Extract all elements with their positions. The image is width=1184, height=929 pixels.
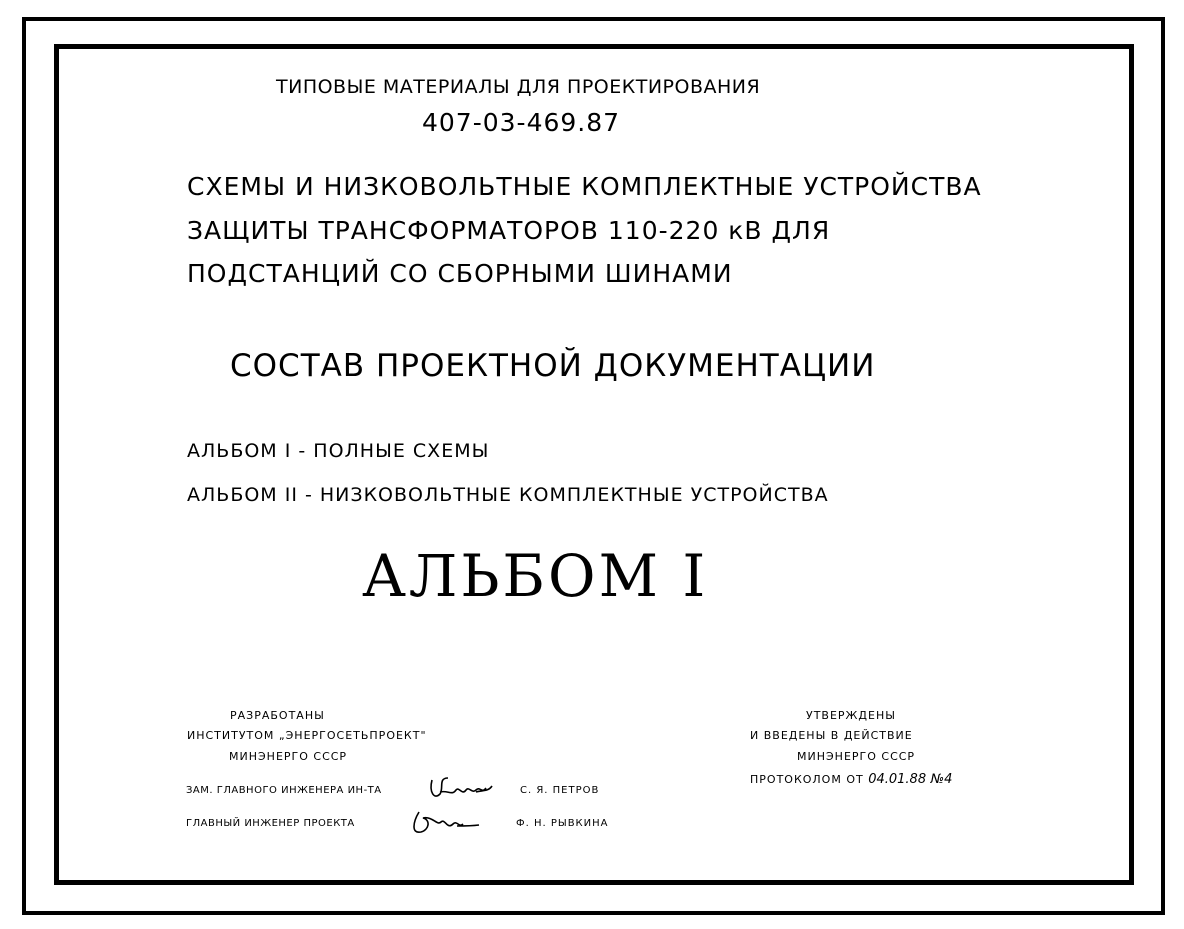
approved-ministry: МИНЭНЕРГО СССР [797,750,916,763]
protocol-date: 04.01.88 [868,772,927,787]
signature-petrov [426,772,496,806]
series-title: ТИПОВЫЕ МАТЕРИАЛЫ ДЛЯ ПРОЕКТИРОВАНИЯ [276,76,761,98]
signatory-role-2: ГЛАВНЫЙ ИНЖЕНЕР ПРОЕКТА [186,818,355,829]
album-list-item-2: АЛЬБОМ II - НИЗКОВОЛЬТНЫЕ КОМПЛЕКТНЫЕ УСТРОЙСТВА [187,484,829,506]
developed-institute: ИНСТИТУТОМ „ЭНЕРГОСЕТЬПРОЕКТ" [187,729,427,742]
project-title-line-2: ЗАЩИТЫ ТРАНСФОРМАТОРОВ 110-220 кВ ДЛЯ [187,216,831,245]
project-title-line-3: ПОДСТАНЦИЙ СО СБОРНЫМИ ШИНАМИ [187,259,733,288]
signatory-name-2: Ф. Н. РЫВКИНА [516,818,609,829]
album-list-item-1: АЛЬБОМ I - ПОЛНЫЕ СХЕМЫ [187,440,490,462]
approved-protocol [750,772,952,787]
protocol-number: №4 [930,772,953,787]
developed-heading: РАЗРАБОТАНЫ [230,709,325,722]
signatory-name-1: С. Я. ПЕТРОВ [520,785,600,796]
series-code: 407-03-469.87 [422,108,621,137]
signature-rivkina [409,808,481,838]
approved-heading: УТВЕРЖДЕНЫ [806,709,896,722]
current-album-title: АЛЬБОМ I [362,542,709,610]
project-title-line-1: СХЕМЫ И НИЗКОВОЛЬТНЫЕ КОМПЛЕКТНЫЕ УСТРОЙСТВА [187,172,982,201]
inner-frame [54,44,1134,885]
protocol-label: ПРОТОКОЛОМ ОТ [750,773,864,786]
developed-ministry: МИНЭНЕРГО СССР [229,750,348,763]
approved-line-2: И ВВЕДЕНЫ В ДЕЙСТВИЕ [750,729,913,742]
section-title: СОСТАВ ПРОЕКТНОЙ ДОКУМЕНТАЦИИ [230,348,876,384]
signatory-role-1: ЗАМ. ГЛАВНОГО ИНЖЕНЕРА ИН-ТА [186,785,382,796]
